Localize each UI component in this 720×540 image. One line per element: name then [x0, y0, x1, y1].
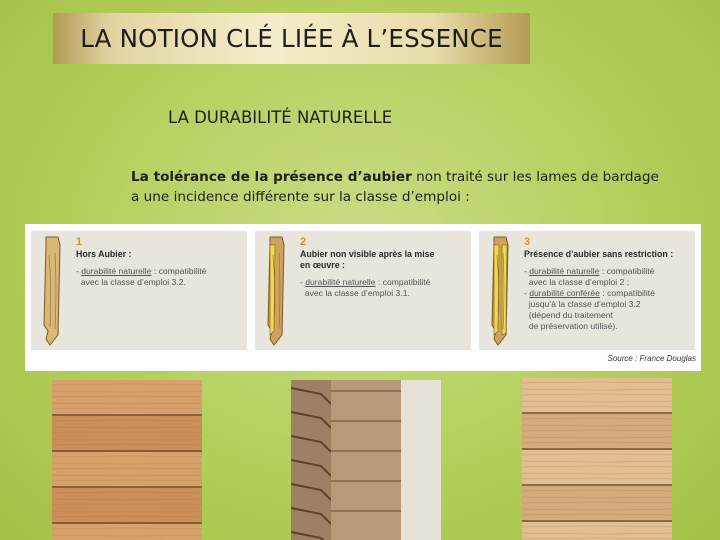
card-body-underlined: durabilité naturelle — [81, 266, 152, 276]
source-credit: Source : France Douglas — [607, 354, 696, 363]
card-heading — [524, 249, 692, 260]
card-body-line: - durabilité conférée : compatibilité — [524, 288, 655, 298]
diagram-card-2 — [255, 231, 471, 350]
card-heading-line: Aubier non visible après la mise — [300, 249, 435, 259]
card-body — [524, 266, 694, 332]
card-heading — [76, 249, 244, 260]
page-title: LA NOTION CLÉ LIÉE À L’ESSENCE — [80, 24, 503, 53]
card-heading-line: Présence d’aubier sans restriction : — [524, 249, 674, 259]
photo-cladding-profile — [291, 380, 441, 540]
sapwood-diagram-panel — [25, 224, 701, 371]
board-profile-icon — [36, 235, 66, 347]
card-body-line: - durabilité naturelle : compatibilité — [524, 266, 655, 276]
card-body — [300, 277, 470, 299]
card-body-line: (dépend du traitement — [528, 310, 613, 320]
diagram-card-1 — [31, 231, 247, 350]
card-number: 3 — [524, 236, 531, 248]
card-body-line: - durabilité naturelle : compatibilité — [300, 277, 431, 287]
photo-light-cladding — [522, 378, 672, 540]
card-body-underlined: durabilité naturelle — [305, 277, 376, 287]
intro-bold-text: La tolérance de la présence d’aubier — [131, 169, 412, 185]
card-body-line: - durabilité naturelle : compatibilité — [76, 266, 207, 276]
card-number: 1 — [76, 236, 83, 248]
intro-paragraph — [131, 167, 711, 207]
board-profile-icon — [484, 235, 514, 347]
intro-line-1 — [131, 167, 711, 187]
card-number: 2 — [300, 236, 307, 248]
card-body-line: avec la classe d’emploi 3.1. — [304, 288, 410, 298]
intro-line-2: a une incidence différente sur la classe d’emploi : — [131, 189, 470, 205]
card-body-line: de préservation utilisé). — [528, 321, 618, 331]
card-body-line: avec la classe d’emploi 2 ; — [528, 277, 630, 287]
board-profile-icon — [260, 235, 290, 347]
card-body-underlined: durabilité naturelle — [529, 266, 600, 276]
intro-line-1-rest: non traité sur les lames de bardage — [411, 169, 659, 185]
card-heading — [300, 249, 468, 271]
section-subtitle: LA DURABILITÉ NATURELLE — [168, 108, 393, 127]
card-heading-line: en œuvre : — [300, 260, 345, 270]
card-body — [76, 266, 246, 288]
card-heading-line: Hors Aubier : — [76, 249, 132, 259]
card-body-underlined: durabilité conférée — [529, 288, 600, 298]
diagram-card-3 — [479, 231, 695, 350]
photo-horizontal-cladding — [52, 380, 202, 540]
card-body-line: avec la classe d’emploi 3.2. — [80, 277, 186, 287]
card-body-line: jusqu’à la classe d’emploi 3.2 — [528, 299, 641, 309]
title-banner — [53, 13, 530, 64]
